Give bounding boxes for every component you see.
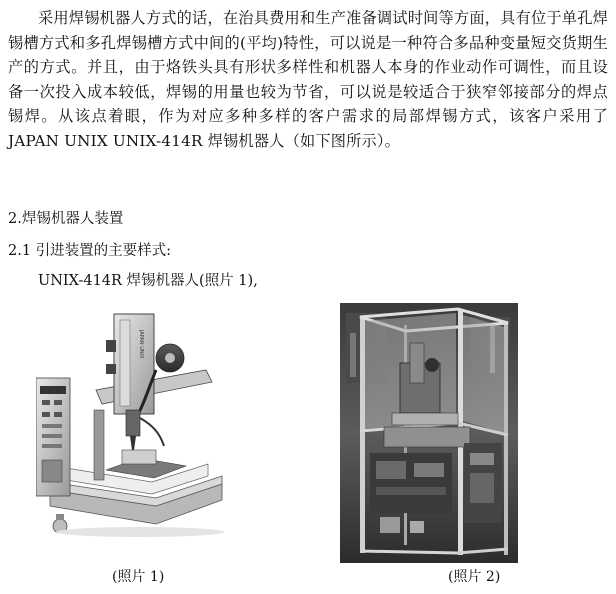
subsection-heading: 2.1 引进装置的主要样式: [8,243,172,259]
machine-brand-label: JAPAN UNIX [138,330,144,359]
photo-soldering-robot [36,300,230,546]
photo-2-caption: (照片 2) [448,569,501,585]
intro-paragraph: 采用焊锡机器人方式的话，在治具费用和生产准备调试时间等方面，具有位于单孔焊锡槽方式和多孔焊锡槽方式中间的(平均)特性，可以说是一种符合多品种变量短交货期生产的方式。并且，由于烙铁头具有形状多样性和机器人本身的作业动作可调性，而且设备一次投入成本较低，焊锡的用量也较为节省，可以说是较适合于狭窄邻接部分的焊点锡焊。从该点着眼，作为对应多种多样的客户需求的局部焊锡方式，该客户采用了 JAPAN UNIX UNIX-414R 焊锡机器人（如下图所示）。 [8,9,608,150]
robot-enclosure-illustration [340,303,518,563]
photo-robot-enclosure [340,303,518,563]
photo-intro-line: UNIX-414R 焊锡机器人(照片 1), [38,273,258,289]
photo-1-caption: (照片 1) [112,569,165,585]
soldering-robot-illustration [36,300,230,546]
section-heading: 2.焊锡机器人装置 [8,211,124,227]
